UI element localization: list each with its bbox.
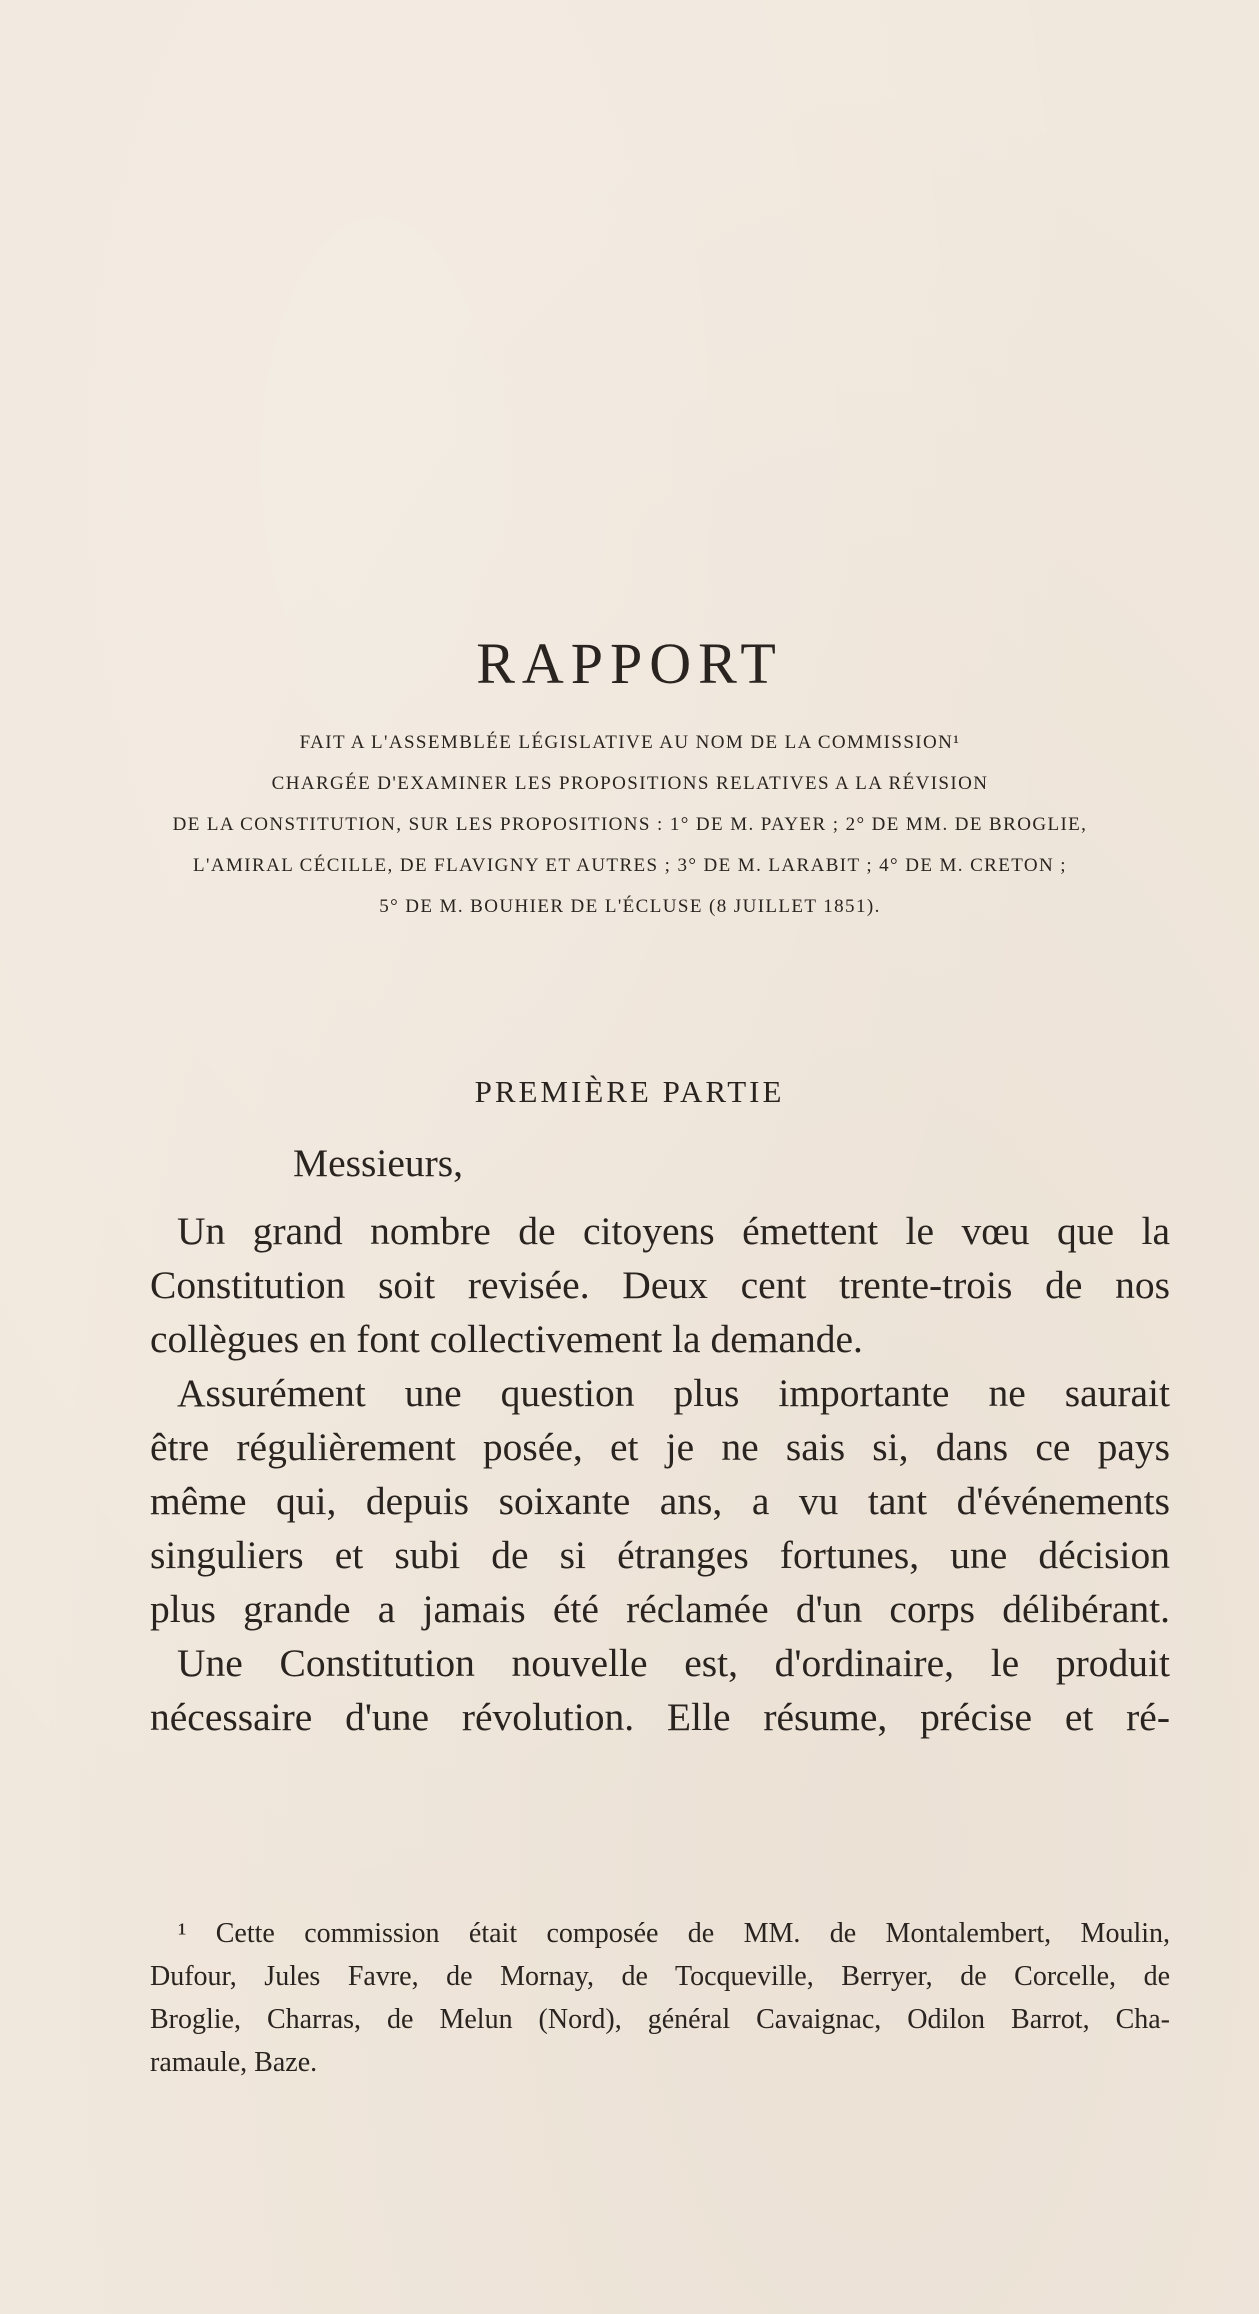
body-text	[150, 1136, 1170, 1744]
subtitle-line: FAIT A L'ASSEMBLÉE LÉGISLATIVE AU NOM DE LA COMMISSION¹	[299, 732, 961, 753]
subtitle-line: CHARGÉE D'EXAMINER LES PROPOSITIONS RELATIVES A LA RÉVISION	[271, 773, 989, 794]
body-line: être régulièrement posée, et je ne sais si, dans ce pays	[150, 1425, 1170, 1469]
part-title: PREMIÈRE PARTIE	[474, 1074, 785, 1109]
salutation: Messieurs,	[293, 1141, 464, 1185]
report-title: RAPPORT	[476, 631, 783, 696]
footnote-line: Dufour, Jules Favre, de Mornay, de Tocqueville, Berryer, de Corcelle, de	[150, 1961, 1170, 1992]
body-line: Constitution soit revisée. Deux cent trente-trois de nos	[150, 1263, 1170, 1307]
subtitle-line: DE LA CONSTITUTION, SUR LES PROPOSITIONS : 1° DE M. PAYER ; 2° DE MM. DE BROGLIE,	[172, 814, 1088, 835]
body-line: nécessaire d'une révolution. Elle résume, précise et ré-	[150, 1695, 1170, 1739]
subtitle-line: 5° DE M. BOUHIER DE L'ÉCLUSE (8 JUILLET 1851).	[379, 896, 881, 917]
report-subtitle	[140, 722, 1120, 927]
body-line: Une Constitution nouvelle est, d'ordinaire, le produit	[177, 1641, 1170, 1685]
footnote-line: Broglie, Charras, de Melun (Nord), général Cavaignac, Odilon Barrot, Cha-	[150, 2004, 1170, 2035]
body-line: collègues en font collectivement la demande.	[150, 1317, 863, 1361]
body-line: plus grande a jamais été réclamée d'un corps délibérant.	[150, 1587, 1170, 1631]
footnote-line: ¹ Cette commission était composée de MM. de Montalembert, Moulin,	[178, 1918, 1170, 1949]
body-line: Assurément une question plus importante ne saurait	[177, 1371, 1170, 1415]
footnote-line: ramaule, Baze.	[150, 2047, 318, 2078]
body-line: Un grand nombre de citoyens émettent le vœu que la	[177, 1209, 1170, 1253]
body-line: singuliers et subi de si étranges fortunes, une décision	[150, 1533, 1170, 1577]
footnote	[150, 1912, 1170, 2084]
subtitle-line: L'AMIRAL CÉCILLE, DE FLAVIGNY ET AUTRES ; 3° DE M. LARABIT ; 4° DE M. CRETON ;	[193, 855, 1067, 876]
body-line: même qui, depuis soixante ans, a vu tant d'événements	[150, 1479, 1170, 1523]
